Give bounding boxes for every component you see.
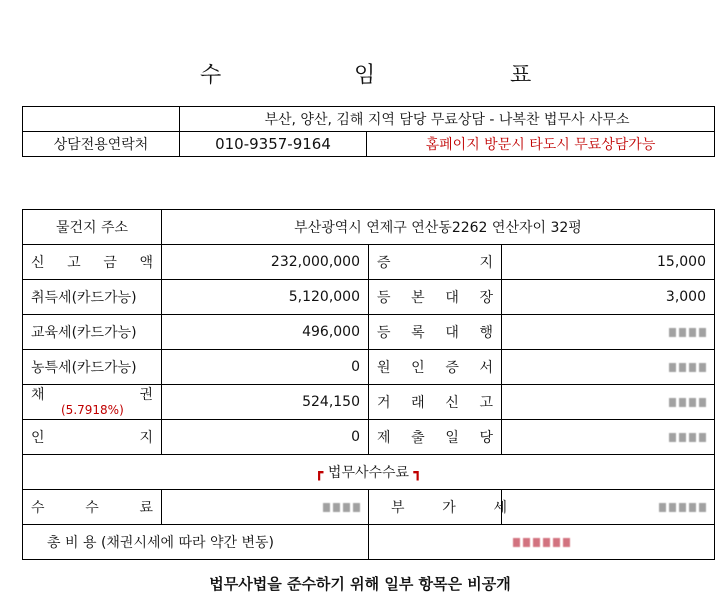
row-label: 인 지 (23, 420, 162, 455)
fee-label: 수 수 료 (23, 490, 162, 525)
row-right-label: 등 본 대 장 (369, 280, 502, 315)
redacted-value (502, 315, 715, 350)
office-line: 부산, 양산, 김해 지역 담당 무료상담 - 나복찬 법무사 사무소 (180, 107, 715, 132)
footer-note: 법무사법을 준수하기 위해 일부 항목은 비공개 (209, 575, 511, 593)
row-value: 0 (162, 420, 369, 455)
table-row (23, 350, 715, 385)
row-label: 농특세(카드가능) (23, 350, 162, 385)
table-row (23, 420, 715, 455)
office-info-table (22, 106, 715, 157)
property-label: 물건지 주소 (23, 210, 162, 245)
row-right-value: 3,000 (502, 280, 715, 315)
row-right-label: 제 출 일 당 (369, 420, 502, 455)
row-label: 교육세(카드가능) (23, 315, 162, 350)
row-right-label: 원 인 증 서 (369, 350, 502, 385)
table-row (23, 490, 715, 525)
redacted-value (502, 490, 715, 525)
row-label: 채 권 (5.7918%) (23, 385, 162, 420)
contact-phone: 010-9357-9164 (180, 132, 367, 157)
row-value: 5,120,000 (162, 280, 369, 315)
row-right-label: 거 래 신 고 (369, 385, 502, 420)
row-right-label: 등 록 대 행 (369, 315, 502, 350)
property-address: 부산광역시 연제구 연산동2262 연산자이 32평 (162, 210, 715, 245)
table-row (23, 525, 715, 560)
redacted-value (502, 385, 715, 420)
row-value: 232,000,000 (162, 245, 369, 280)
fee-section-title: ┏ 법무사수수료 ┓ (23, 455, 715, 490)
bond-rate: (5.7918%) (61, 402, 124, 417)
total-label: 총 비 용 (채권시세에 따라 약간 변동) (23, 525, 369, 560)
contact-label: 상담전용연락처 (23, 132, 180, 157)
row-right-label: 증 지 (369, 245, 502, 280)
redacted-value (162, 490, 369, 525)
document-title (0, 58, 720, 88)
row-value: 524,150 (162, 385, 369, 420)
title-char-2: 임 (354, 63, 376, 88)
fee-table (22, 209, 715, 560)
table-row (23, 385, 715, 420)
title-char-3: 표 (510, 63, 532, 88)
title-char-1: 수 (200, 63, 222, 88)
table-row (23, 280, 715, 315)
vat-label: 부 가 세 (369, 490, 502, 525)
redacted-value (502, 420, 715, 455)
row-label: 취득세(카드가능) (23, 280, 162, 315)
redacted-value (502, 350, 715, 385)
table-row (23, 315, 715, 350)
row-right-value: 15,000 (502, 245, 715, 280)
visit-note: 홈페이지 방문시 타도시 무료상담가능 (367, 132, 715, 157)
row-value: 496,000 (162, 315, 369, 350)
redacted-total (369, 525, 715, 560)
header-empty-cell (23, 107, 180, 132)
row-label: 신 고 금 액 (23, 245, 162, 280)
row-value: 0 (162, 350, 369, 385)
table-row (23, 245, 715, 280)
